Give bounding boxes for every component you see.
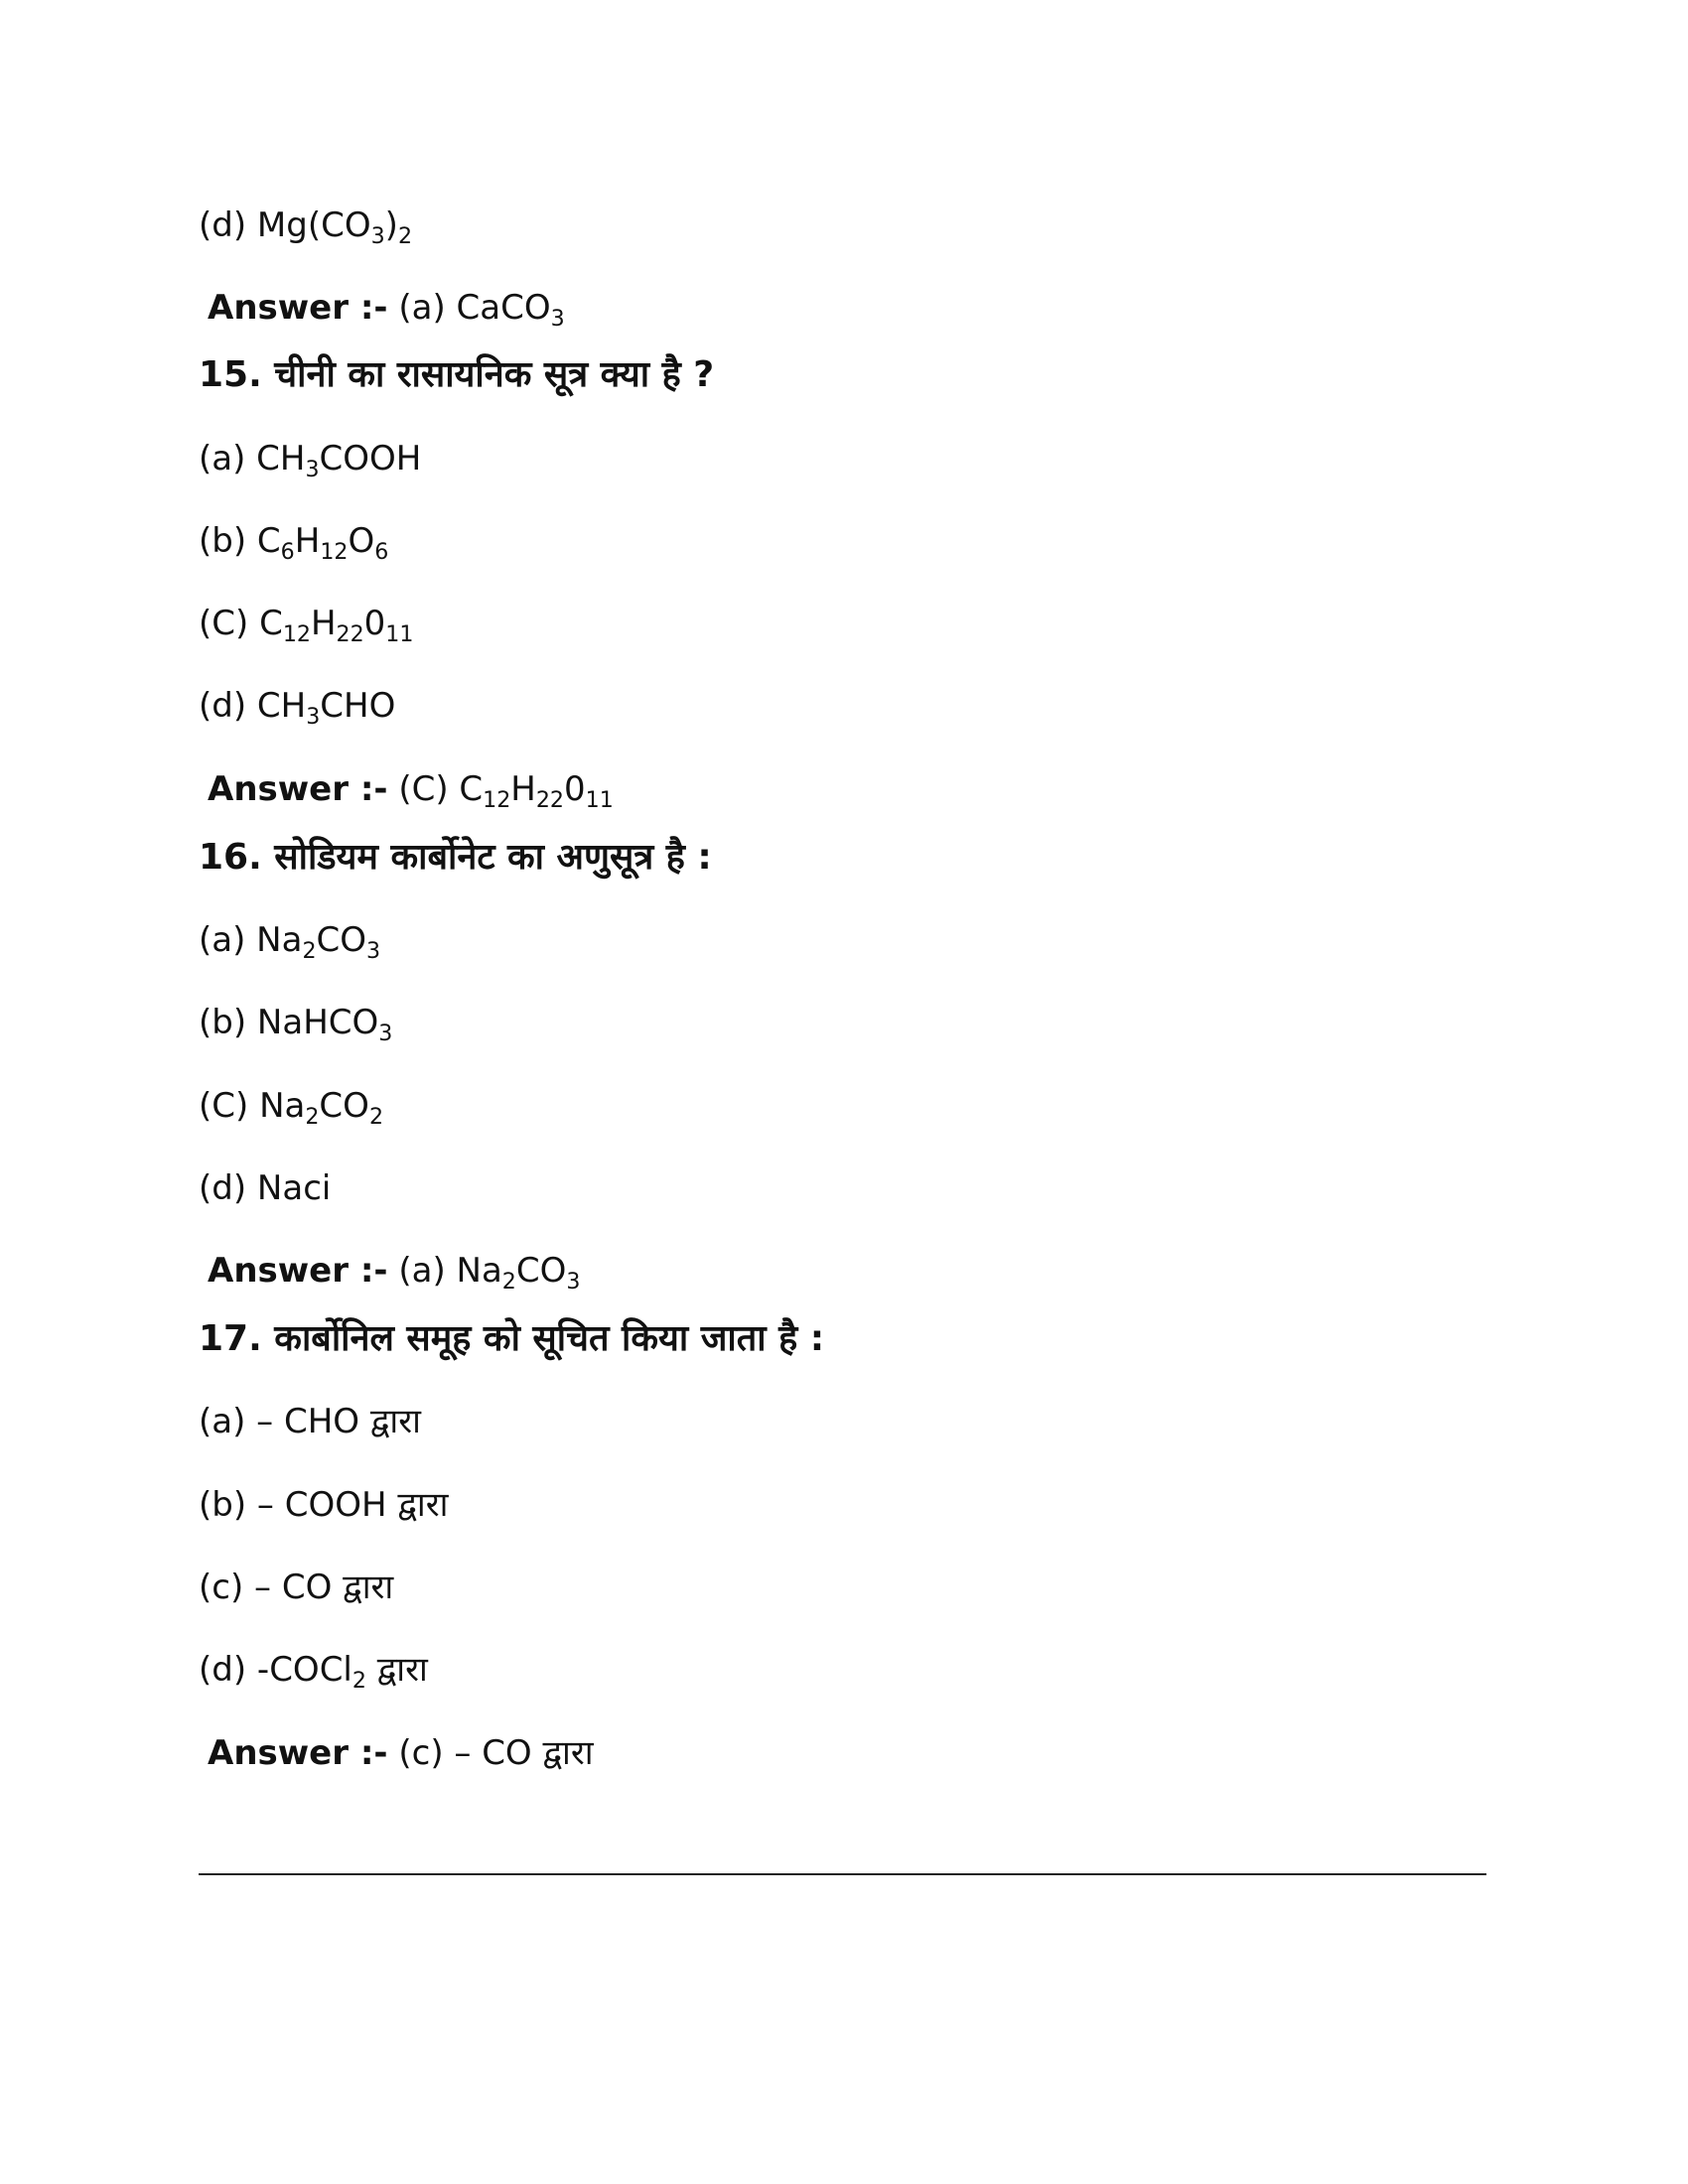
q17-answer: Answer :- (c) – CO द्वारा bbox=[208, 1733, 594, 1773]
q14-option-d: (d) $Mg(CO_3)_2$ bbox=[199, 205, 412, 250]
q16-option-d: (d) Naci bbox=[199, 1168, 332, 1208]
q15-option-a: (a) $CH_3COOH$ bbox=[199, 439, 422, 483]
q15-question: 15. चीनी का रासायनिक सूत्र क्या है ? bbox=[199, 354, 715, 395]
q16-question: 16. सोडियम कार्बोनेट का अणुसूत्र है : bbox=[199, 837, 712, 878]
answer-label: Answer :- bbox=[208, 288, 388, 328]
answer-label: Answer :- bbox=[208, 1251, 388, 1291]
q17-option-c: (c) – CO द्वारा bbox=[199, 1568, 394, 1607]
q16-option-a: (a) $Na_2CO_3$ bbox=[199, 920, 381, 965]
answer-label: Answer :- bbox=[208, 1733, 388, 1773]
q16-option-c: (C) $Na_2CO_2$ bbox=[199, 1086, 383, 1131]
answer-label: Answer :- bbox=[208, 769, 388, 809]
q17-option-a: (a) – CHO द्वारा bbox=[199, 1402, 421, 1441]
q17-option-d: (d) -COCl$_2$ द्वारा bbox=[199, 1650, 428, 1695]
q16-option-b: (b) NaHCO$_3$ bbox=[199, 1003, 393, 1047]
horizontal-divider bbox=[199, 1873, 1486, 1875]
q14-answer: Answer :- (a) CaCO$_3$ bbox=[208, 288, 565, 333]
q15-option-d: (d) $CH_3CHO$ bbox=[199, 686, 396, 731]
q15-answer: Answer :- (C) $C_{12}H_{22}0_{11}$ bbox=[208, 769, 614, 814]
q17-question: 17. कार्बोनिल समूह को सूचित किया जाता है : bbox=[199, 1318, 825, 1359]
q15-option-b: (b) $C_6H_{12}O_6$ bbox=[199, 521, 389, 566]
q17-option-b: (b) – COOH द्वारा bbox=[199, 1485, 449, 1525]
q16-answer: Answer :- (a) $Na_2CO_3$ bbox=[208, 1251, 581, 1296]
q15-option-c: (C) $C_{12}H_{22}0_{11}$ bbox=[199, 604, 414, 648]
